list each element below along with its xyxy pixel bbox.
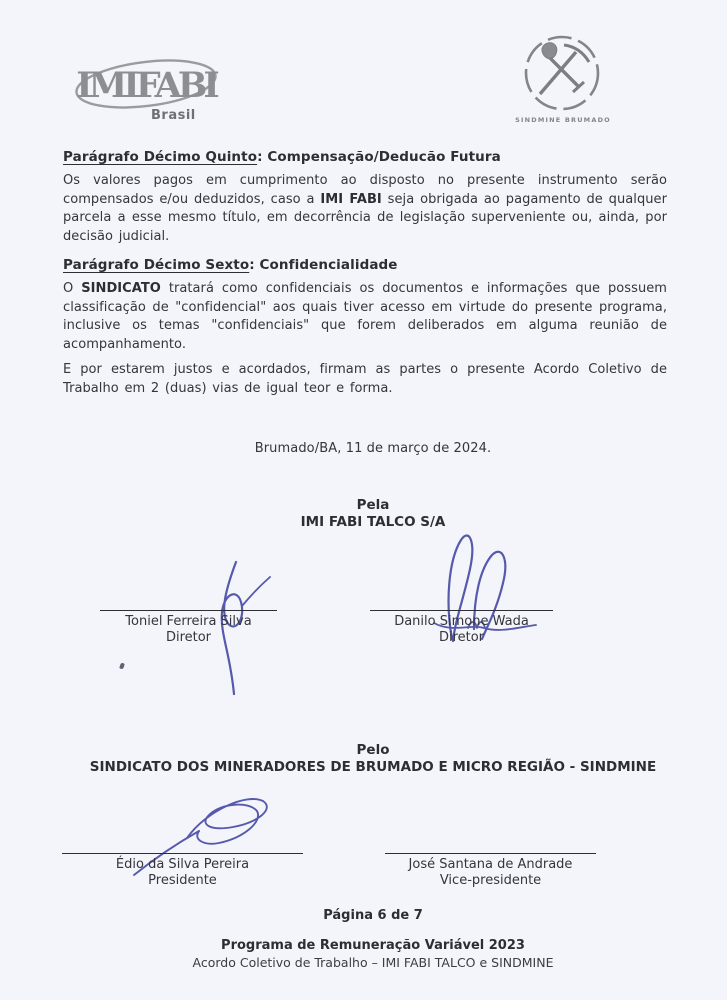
signatory-role: Presidente [148,873,217,888]
party-1-preamble: Pela [356,497,390,513]
section-heading-15-rest: : Compensação/Deducão Futura [257,149,501,165]
signature-line [62,853,303,854]
footer-agreement-line: Acordo Coletivo de Trabalho – IMI FABI TALCO e SINDMINE [192,955,554,970]
ink-speck [119,663,125,670]
page-indicator: Página 6 de 7 [323,908,423,923]
section-15-paragraph: Os valores pagos em cumprimento ao disposto no presente instrumento serão compensados e/ou deduzidos, caso a IMI FABI seja obrigada ao pagamento de qualquer parcela a esse mesmo título, em decorrência de legislação superveniente ou, ainda, por decisão judicial. [63,173,667,244]
signatory-block-jose [385,853,596,888]
party-2-name: SINDICATO DOS MINERADORES DE BRUMADO E MICRO REGIÃO - SINDMINE [89,758,657,775]
party-2-preamble: Pelo [356,742,390,758]
party-2-heading [60,742,686,775]
footer-program-title: Programa de Remuneração Variável 2023 [221,938,525,953]
signatory-name: José Santana de Andrade [408,857,573,872]
section-heading-16-rest: : Confidencialidade [249,257,398,273]
party-1-heading [60,497,686,530]
section-heading-15-underlined: Parágrafo Décimo Quinto [63,149,258,165]
signatory-block-edio [62,853,303,888]
signature-line [370,610,553,611]
signature-line [100,610,277,611]
signatory-block-danilo [370,610,553,645]
miners-union-seal [512,32,616,130]
imifabi-logo [68,52,224,118]
signatory-role: Vice-presidente [439,873,542,888]
seal-ring [526,37,598,109]
party-1-name: IMI FABI TALCO S/A [300,513,446,530]
signatory-name: Danilo Simone Wada [394,614,529,629]
logo-subtitle: Brasil [151,108,196,123]
seal-caption: SINDMINE BRUMADO [515,116,611,124]
section-heading-16-underlined: Parágrafo Décimo Sexto [63,257,250,273]
section-16-paragraph: O SINDICATO tratará como confidenciais os documentos e informações que possuem classificação de "confidencial" aos quais tiver acesso em virtude do presente programa, inclusive os temas "confidenciais" que forem deliberados em alguma reunião de acompanhamento. [63,281,667,352]
logo-wordmark: IMIFABI [76,65,216,106]
closing-paragraph: E por estarem justos e acordados, firmam as partes o presente Acordo Coletivo de Trabalho em 2 (duas) vias de igual teor e forma. [63,362,667,396]
signatory-role: Diretor [165,630,212,645]
signatory-role: Diretor [438,630,485,645]
signature-line [385,853,596,854]
dateline: Brumado/BA, 11 de março de 2024. [254,441,492,456]
section-heading-15 [63,149,667,165]
section-heading-16 [63,257,667,273]
signatory-block-toniel [100,610,277,645]
signatory-name: Édio da Silva Pereira [115,857,250,872]
signatory-name: Toniel Ferreira Silva [125,614,252,629]
